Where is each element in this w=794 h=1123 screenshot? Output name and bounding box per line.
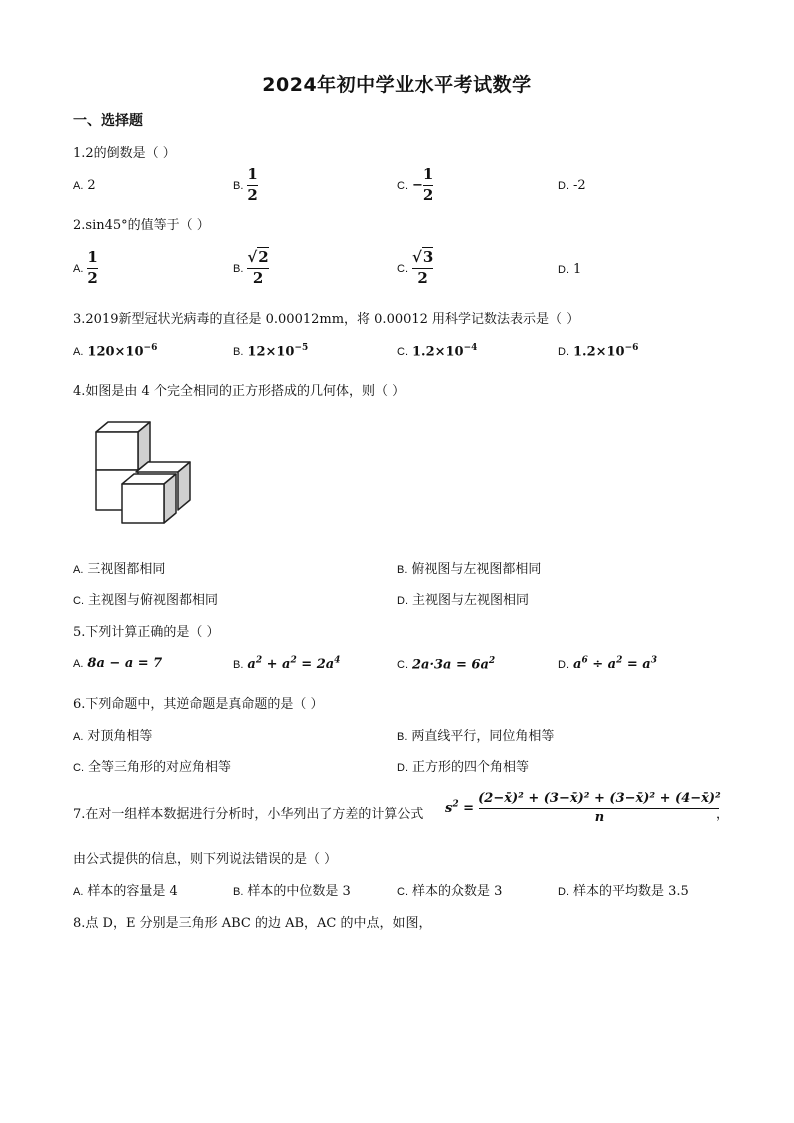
fraction xyxy=(423,167,433,204)
q6-option-c[interactable] xyxy=(73,756,231,775)
option-label: D. xyxy=(558,264,569,276)
option-label: C. xyxy=(73,595,84,607)
question-7-stem: 7.在对一组样本数据进行分析时，小华列出了方差的计算公式 xyxy=(73,807,424,822)
cube-front-face xyxy=(122,484,164,523)
question-4-stem: 4.如图是由 4 个完全相同的正方形搭成的几何体，则（ ） xyxy=(73,384,406,399)
q4-option-b[interactable] xyxy=(397,558,541,577)
expression: 120×10 xyxy=(87,344,144,360)
fraction xyxy=(412,250,433,287)
q2-option-d[interactable] xyxy=(558,262,581,277)
q5-option-d[interactable] xyxy=(558,656,657,672)
section-heading: 一、选择题 xyxy=(73,113,143,129)
q1-option-b[interactable] xyxy=(233,167,258,204)
option-label: A. xyxy=(73,346,84,359)
option-label: B. xyxy=(233,179,244,192)
expression: 2a·3a = 6a xyxy=(412,657,489,673)
exponent: −6 xyxy=(143,343,158,353)
q3-option-b[interactable] xyxy=(233,343,308,359)
page-title: 2024年初中学业水平考试数学 xyxy=(262,74,532,96)
q6-option-d[interactable] xyxy=(397,756,529,775)
variance-symbol: $s^2$ = xyxy=(445,799,475,817)
numerator: 1 xyxy=(247,165,258,183)
option-label: A. xyxy=(73,658,84,670)
expression: 12×10 xyxy=(247,344,295,360)
option-label: D. xyxy=(397,762,408,774)
fraction-bar xyxy=(479,808,719,809)
q4-option-a[interactable] xyxy=(73,558,165,577)
denominator: 2 xyxy=(87,268,98,287)
question-2-stem: 2.sin45°的值等于（ ） xyxy=(73,218,210,233)
formula-denominator: n xyxy=(594,809,605,825)
question-7-line2: 由公式提供的信息，则下列说法错误的是（ ） xyxy=(73,852,338,867)
q6-option-b[interactable] xyxy=(397,725,554,744)
option-label: B. xyxy=(397,731,408,743)
option-text: 样本的容量是 4 xyxy=(87,884,178,899)
question-6-stem: 6.下列命题中，其逆命题是真命题的是（ ） xyxy=(73,697,324,712)
option-text: 对顶角相等 xyxy=(87,729,153,744)
option-text: 俯视图与左视图都相同 xyxy=(411,562,542,577)
q4-option-c[interactable] xyxy=(73,589,218,608)
option-text: 主视图与俯视图都相同 xyxy=(88,593,219,608)
q6-option-a[interactable] xyxy=(73,725,152,744)
option-label: D. xyxy=(558,886,569,898)
option-text: 主视图与左视图相同 xyxy=(412,593,530,608)
expression: $a^6 \div a^2 = a^3$ xyxy=(573,656,657,673)
sqrt-icon: √ xyxy=(247,248,258,266)
q5-option-a[interactable] xyxy=(73,656,162,671)
exponent: −4 xyxy=(463,343,478,353)
expression: 1.2×10 xyxy=(412,344,464,360)
fraction xyxy=(87,250,97,287)
q4-option-d[interactable] xyxy=(397,589,529,608)
option-label: D. xyxy=(558,659,569,672)
cube-front-face xyxy=(96,432,138,470)
q1-option-a[interactable] xyxy=(73,178,96,193)
q5-option-b[interactable] xyxy=(233,656,340,672)
fraction xyxy=(247,167,257,204)
option-text: 两直线平行，同位角相等 xyxy=(411,729,555,744)
option-text: 样本的平均数是 3.5 xyxy=(573,884,689,899)
expression: 1.2×10 xyxy=(573,344,625,360)
denominator: 2 xyxy=(252,268,264,287)
option-label: B. xyxy=(233,346,244,359)
option-value: 2 xyxy=(87,178,96,193)
option-label: C. xyxy=(397,659,408,672)
option-label: B. xyxy=(233,886,244,898)
exponent: −6 xyxy=(624,343,639,353)
option-label: C. xyxy=(397,346,408,359)
denominator: 2 xyxy=(417,268,428,287)
option-label: A. xyxy=(73,564,84,576)
option-label: D. xyxy=(558,180,569,192)
option-label: C. xyxy=(73,762,84,774)
variance-formula xyxy=(445,792,721,824)
denominator: 2 xyxy=(422,185,434,204)
option-label: B. xyxy=(233,262,244,275)
option-value: 1 xyxy=(573,262,582,277)
q7-option-c[interactable] xyxy=(397,880,502,899)
option-text: 样本的中位数是 3 xyxy=(247,884,351,899)
option-text: 三视图都相同 xyxy=(87,562,166,577)
q7-option-d[interactable] xyxy=(558,880,689,899)
question-1-stem: 1.2的倒数是（ ） xyxy=(73,146,176,161)
expression: $a^2 + a^2 = 2a^4$ xyxy=(247,656,341,673)
radicand: 3 xyxy=(422,248,434,266)
numerator: 1 xyxy=(422,165,434,183)
option-label: B. xyxy=(233,659,244,672)
q3-option-d[interactable] xyxy=(558,343,638,359)
formula-numerator: (2−x̄)² + (3−x̄)² + (3−x̄)² + (4−x̄)² xyxy=(478,791,721,806)
q2-option-b[interactable] xyxy=(233,250,269,287)
sqrt-icon: √ xyxy=(412,248,422,266)
option-label: A. xyxy=(73,886,84,898)
option-label: D. xyxy=(558,346,569,359)
option-label: B. xyxy=(397,564,408,576)
q1-option-c[interactable] xyxy=(397,167,433,204)
q5-option-c[interactable] xyxy=(397,656,495,672)
q7-option-b[interactable] xyxy=(233,880,351,899)
minus-sign: − xyxy=(412,177,423,193)
option-text: 正方形的四个角相等 xyxy=(412,760,530,775)
option-value: -2 xyxy=(573,178,586,193)
option-label: C. xyxy=(397,886,408,898)
punctuation: ， xyxy=(716,807,730,822)
q2-option-a[interactable] xyxy=(73,250,98,287)
q3-option-c[interactable] xyxy=(397,343,477,359)
question-3-stem: 3.2019新型冠状光病毒的直径是 0.00012mm，将 0.00012 用科学记数法表示是（ ） xyxy=(73,312,580,327)
option-label: A. xyxy=(73,180,84,192)
q1-option-d[interactable] xyxy=(558,178,586,193)
option-label: A. xyxy=(73,731,84,743)
expression: 8a − a = 7 xyxy=(87,656,163,671)
option-text: 全等三角形的对应角相等 xyxy=(88,760,232,775)
exponent: 2 xyxy=(488,656,496,666)
option-text: 样本的众数是 3 xyxy=(412,884,503,899)
q2-option-c[interactable] xyxy=(397,250,433,287)
option-label: A. xyxy=(73,262,84,275)
cube-figure xyxy=(92,418,196,528)
fraction xyxy=(478,792,721,824)
q7-option-a[interactable] xyxy=(73,880,178,899)
option-label: C. xyxy=(397,179,408,192)
question-8-stem: 8.点 D，E 分别是三角形 ABC 的边 AB，AC 的中点，如图， xyxy=(73,916,432,931)
exponent: −5 xyxy=(294,343,309,353)
option-label: D. xyxy=(397,595,408,607)
q3-option-a[interactable] xyxy=(73,343,157,359)
fraction xyxy=(247,250,268,287)
question-5-stem: 5.下列计算正确的是（ ） xyxy=(73,625,220,640)
option-label: C. xyxy=(397,262,408,275)
radicand: 2 xyxy=(258,248,269,266)
denominator: 2 xyxy=(247,185,258,204)
numerator: 1 xyxy=(87,248,98,266)
